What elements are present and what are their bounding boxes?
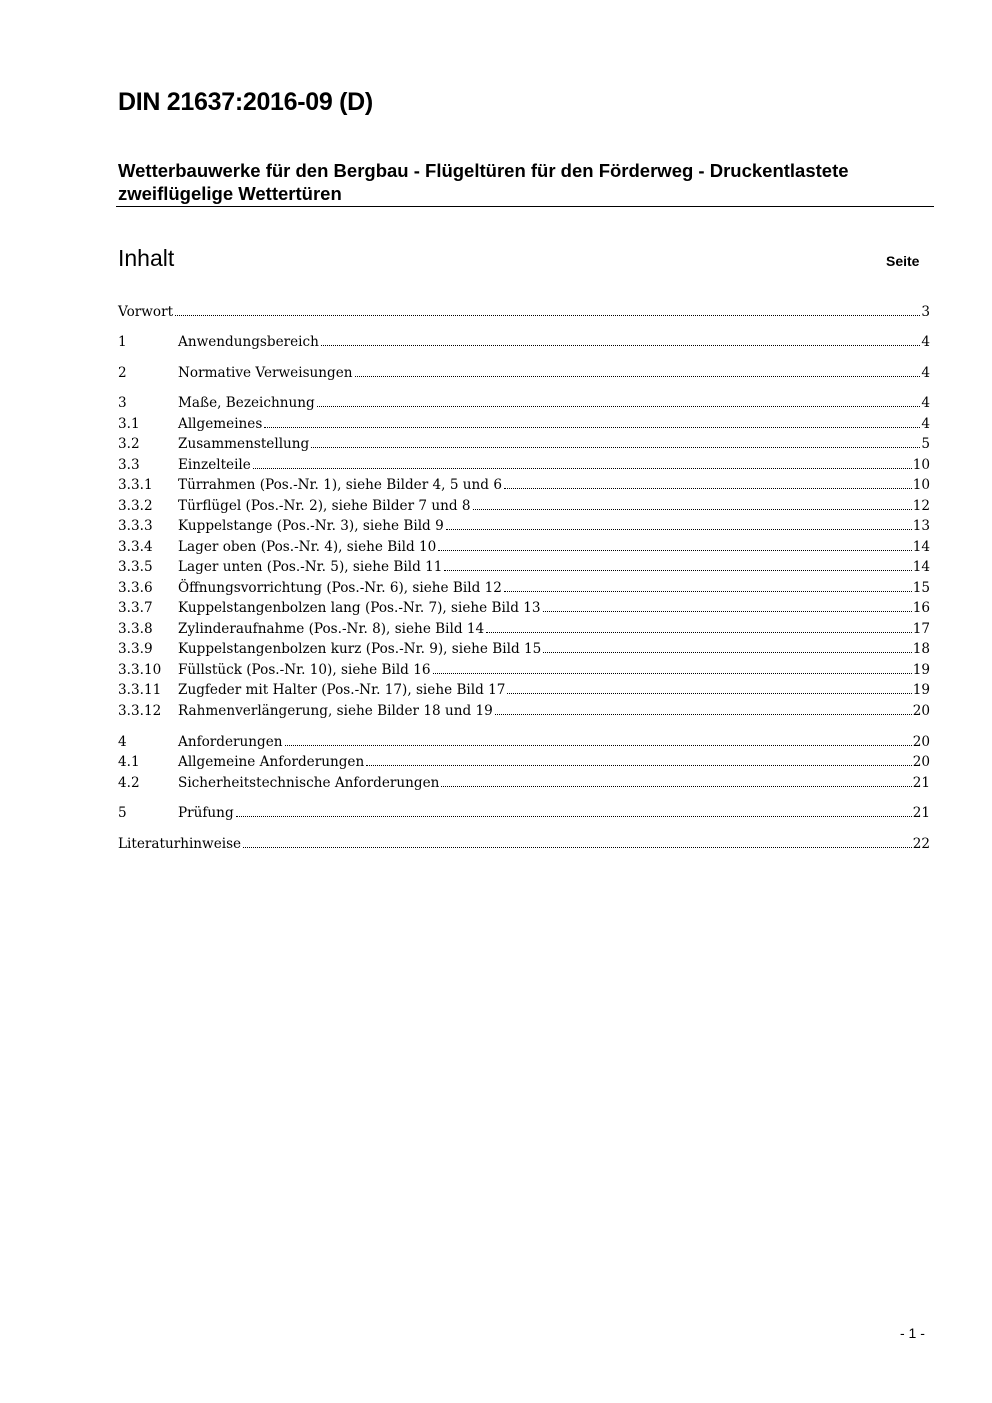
toc-entry-title: Zugfeder mit Halter (Pos.-Nr. 17), siehe Bild 17 (178, 682, 506, 698)
toc-entry-page: 15 (912, 580, 930, 596)
toc-dot-leader (253, 468, 912, 469)
toc-entry[interactable] (118, 752, 930, 772)
toc-entry-title: Zylinderaufnahme (Pos.-Nr. 8), siehe Bild 14 (178, 621, 485, 637)
toc-dot-leader (264, 427, 920, 428)
toc-dot-leader (543, 652, 911, 653)
toc-entry-number: 3.3.10 (118, 662, 162, 678)
toc-dot-leader (486, 632, 912, 633)
toc-entry[interactable] (118, 701, 930, 721)
toc-entry-number: 1 (118, 334, 127, 350)
toc-entry-title: Anforderungen (178, 734, 283, 750)
toc-entry-number: 3.3.6 (118, 580, 153, 596)
toc-entry[interactable] (118, 475, 930, 495)
toc-entry[interactable] (118, 803, 930, 823)
toc-entry-page: 4 (921, 416, 930, 432)
page-number: - 1 - (900, 1325, 925, 1341)
toc-entry-title: Anwendungsbereich (178, 334, 319, 350)
toc-entry[interactable] (118, 496, 930, 516)
toc-entry-title: Vorwort (118, 304, 174, 320)
toc-entry-title: Lager oben (Pos.-Nr. 4), siehe Bild 10 (178, 539, 437, 555)
toc-entry-number: 3.3.4 (118, 539, 153, 555)
toc-heading: Inhalt (118, 245, 175, 271)
toc-dot-leader (236, 816, 912, 817)
toc-entry-page: 19 (912, 682, 930, 698)
toc-entry-page: 20 (912, 734, 930, 750)
toc-entry-page: 10 (912, 477, 930, 493)
toc-entry[interactable] (118, 660, 930, 680)
toc-entry-title: Allgemeines (178, 416, 263, 432)
toc-dot-leader (446, 529, 912, 530)
toc-entry-number: 5 (118, 805, 127, 821)
toc-entry-page: 22 (912, 836, 930, 852)
toc-entry-page: 5 (921, 436, 930, 452)
title-rule (116, 206, 934, 207)
toc-dot-leader (317, 406, 921, 407)
toc-entry-title: Türrahmen (Pos.-Nr. 1), siehe Bilder 4, 5 und 6 (178, 477, 502, 493)
toc-entry-number: 3.2 (118, 436, 140, 452)
toc-dot-leader (444, 570, 911, 571)
toc-entry-page: 4 (921, 334, 930, 350)
toc-entry[interactable] (118, 516, 930, 536)
toc-entry-number: 3.3.7 (118, 600, 153, 616)
toc-dot-leader (504, 591, 912, 592)
toc-entry-title: Füllstück (Pos.-Nr. 10), siehe Bild 16 (178, 662, 431, 678)
toc-entry-number: 3.3.9 (118, 641, 153, 657)
toc-entry[interactable] (118, 639, 930, 659)
toc-entry-page: 4 (921, 365, 930, 381)
document-title: Wetterbauwerke für den Bergbau - Flügeltüren für den Förderweg - Druckentlastete zweiflügelige Wettertüren (118, 160, 849, 204)
toc-entry-title: Kuppelstange (Pos.-Nr. 3), siehe Bild 9 (178, 518, 444, 534)
toc-entry-number: 2 (118, 365, 127, 381)
toc-entry-number: 3.1 (118, 416, 140, 432)
toc-entry-number: 3.3.12 (118, 703, 162, 719)
toc-entry-title: Normative Verweisungen (178, 365, 353, 381)
toc-entry[interactable] (118, 732, 930, 752)
toc-entry-page: 13 (912, 518, 930, 534)
toc-dot-leader (441, 786, 911, 787)
toc-entry-page: 19 (912, 662, 930, 678)
toc-dot-leader (473, 509, 912, 510)
toc-entry-title: Rahmenverlängerung, siehe Bilder 18 und 19 (178, 703, 493, 719)
toc-dot-leader (311, 447, 920, 448)
toc-entry-title: Kuppelstangenbolzen kurz (Pos.-Nr. 9), siehe Bild 15 (178, 641, 542, 657)
toc-entry-page: 14 (912, 559, 930, 575)
toc-entry-number: 3.3.3 (118, 518, 153, 534)
toc-entry[interactable] (118, 393, 930, 413)
toc-entry-page: 20 (912, 754, 930, 770)
toc-entry-page: 14 (912, 539, 930, 555)
toc-entry[interactable] (118, 598, 930, 618)
toc-entry-page: 16 (912, 600, 930, 616)
toc-dot-leader (495, 714, 912, 715)
toc-entry-title: Kuppelstangenbolzen lang (Pos.-Nr. 7), siehe Bild 13 (178, 600, 541, 616)
toc-entry-number: 3.3.5 (118, 559, 153, 575)
toc-entry-title: Zusammenstellung (178, 436, 310, 452)
toc-entry-number: 3.3.8 (118, 621, 153, 637)
toc-entry[interactable] (118, 537, 930, 557)
toc-entry-page: 3 (921, 304, 930, 320)
toc-dot-leader (543, 611, 912, 612)
toc-entry[interactable] (118, 455, 930, 475)
toc-entry-title: Prüfung (178, 805, 234, 821)
toc-entry-page: 20 (912, 703, 930, 719)
toc-entry[interactable] (118, 619, 930, 639)
toc-entry[interactable] (118, 557, 930, 577)
toc-entry-number: 3.3 (118, 457, 140, 473)
toc-entry[interactable] (118, 434, 930, 454)
toc-entry-title: Allgemeine Anforderungen (178, 754, 365, 770)
toc-entry-title: Maße, Bezeichnung (178, 395, 315, 411)
toc-entry-title: Öffnungsvorrichtung (Pos.-Nr. 6), siehe Bild 12 (178, 580, 502, 596)
toc-dot-leader (243, 847, 912, 848)
toc-entry-number: 4.1 (118, 754, 140, 770)
toc-entry-page: 21 (912, 805, 930, 821)
toc-dot-leader (438, 550, 911, 551)
toc-entry[interactable] (118, 773, 930, 793)
toc-dot-leader (507, 693, 911, 694)
toc-entry-title: Literaturhinweise (118, 836, 242, 852)
toc-dot-leader (366, 765, 911, 766)
toc-entry-page: 10 (912, 457, 930, 473)
toc-entry-number: 4.2 (118, 775, 140, 791)
toc-entry-page: 17 (912, 621, 930, 637)
toc-entry[interactable] (118, 834, 930, 854)
toc-entry[interactable] (118, 332, 930, 352)
toc-dot-leader (285, 745, 912, 746)
document-id: DIN 21637:2016-09 (D) (118, 88, 373, 116)
toc-dot-leader (504, 488, 912, 489)
toc-entry[interactable] (118, 363, 930, 383)
toc-entry-title: Türflügel (Pos.-Nr. 2), siehe Bilder 7 und 8 (178, 498, 471, 514)
toc-entry-title: Lager unten (Pos.-Nr. 5), siehe Bild 11 (178, 559, 443, 575)
toc-entry-page: 12 (912, 498, 930, 514)
toc-entry[interactable] (118, 302, 930, 322)
toc-dot-leader (321, 345, 920, 346)
toc-entry-page: 18 (912, 641, 930, 657)
toc-entry-page: 21 (912, 775, 930, 791)
toc-dot-leader (433, 673, 912, 674)
toc-entry[interactable] (118, 578, 930, 598)
toc-dot-leader (355, 376, 921, 377)
toc-entry-number: 3 (118, 395, 127, 411)
toc-entry[interactable] (118, 680, 930, 700)
toc-entry-number: 4 (118, 734, 127, 750)
toc-dot-leader (175, 315, 920, 316)
page-column-label: Seite (886, 253, 920, 269)
toc-entry-number: 3.3.1 (118, 477, 153, 493)
toc-entry-title: Sicherheitstechnische Anforderungen (178, 775, 440, 791)
toc-entry-title: Einzelteile (178, 457, 251, 473)
toc-entry[interactable] (118, 414, 930, 434)
toc-entry-number: 3.3.11 (118, 682, 162, 698)
toc-entry-number: 3.3.2 (118, 498, 153, 514)
toc-entry-page: 4 (921, 395, 930, 411)
